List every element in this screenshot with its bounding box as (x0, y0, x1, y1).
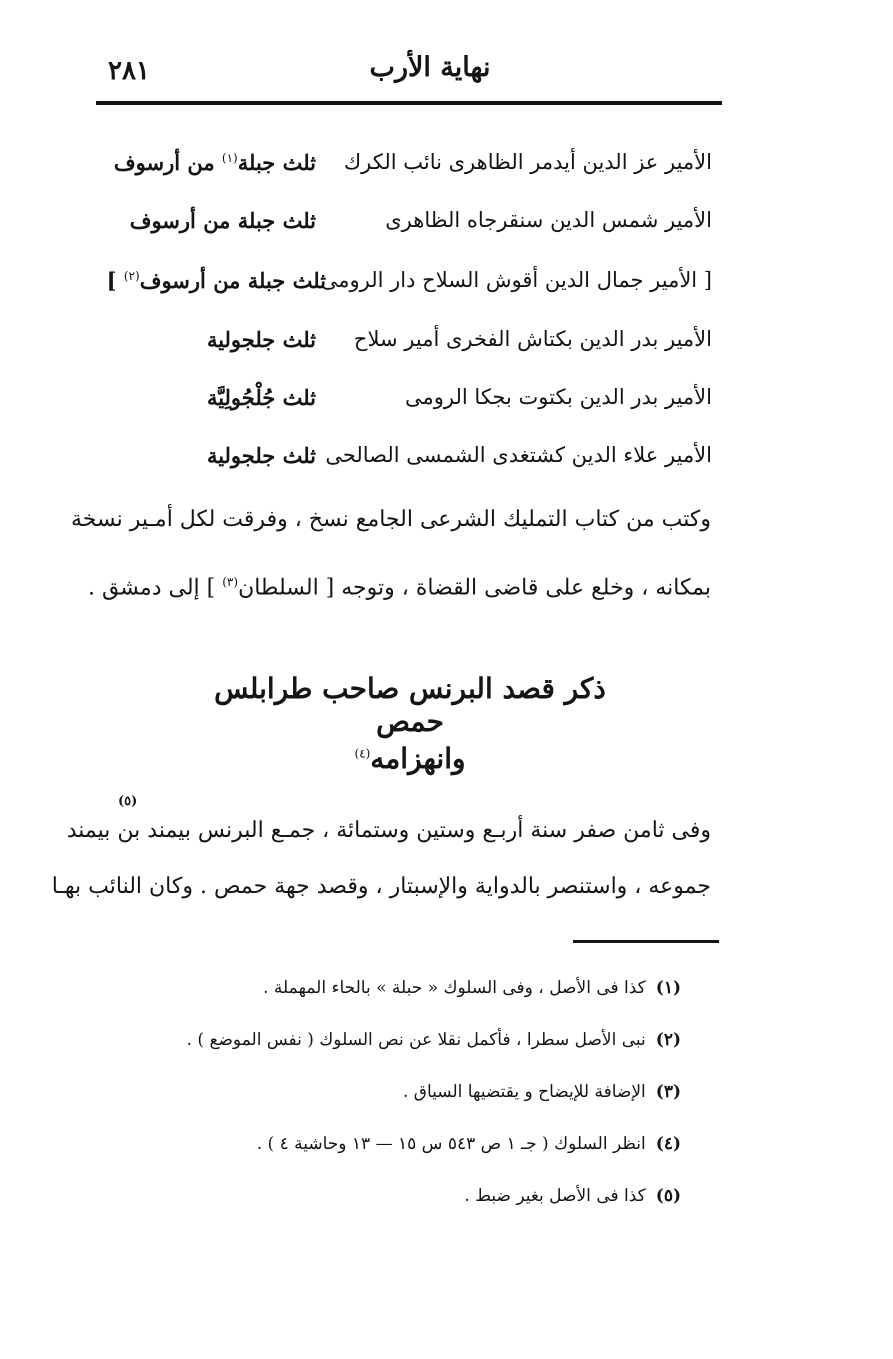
paragraph-line: وكتب من كتاب التمليك الشرعى الجامع نسخ ، وفرقت لكل أمـير نسخة (70, 507, 711, 532)
note-marker: (٥) (118, 794, 138, 809)
amir-share: ثلث جلجولية (206, 443, 316, 468)
amir-share: ثلث جُلْجُولِيَّة (206, 385, 316, 410)
footnote-text: الإضافة للإيضاح و يقتضيها السياق . (402, 1082, 646, 1102)
footnote-number: (٤) (655, 1134, 681, 1154)
footnote-number: (٣) (655, 1082, 681, 1102)
amir-share: ثلث جبلة$^{(١)}$ من أرسوف (113, 150, 316, 175)
footnote (187, 1030, 681, 1050)
running-header-title: نهاية الأرب (369, 52, 491, 83)
amir-name: الأمير علاء الدين كشتغدى الشمسى الصالحى (325, 443, 712, 467)
footnote-number: (٥) (655, 1186, 681, 1206)
roster-row (100, 150, 712, 190)
amir-name: الأمير عز الدين أيدمر الظاهرى نائب الكرك (343, 150, 712, 174)
footnote-text: انظر السلوك ( جـ ١ ص ٥٤٣ س ١٥ — ١٣ وحاشية ٤ ) . (256, 1134, 646, 1154)
footnote-number: (١) (655, 978, 681, 998)
amir-name: الأمير شمس الدين سنقرجاه الظاهرى (385, 208, 712, 232)
roster-row (100, 385, 712, 425)
footnote-text: كذا فى الأصل ، وفى السلوك « حبلة » بالحاء المهملة . (263, 978, 646, 998)
footnote-rule (573, 940, 719, 943)
page-number: ٢٨١ (108, 56, 150, 86)
footnote (464, 1186, 681, 1206)
amir-share: ثلث جبلة من أرسوف (129, 208, 316, 233)
footnote-text: نبى الأصل سطرا ، فأكمل نقلا عن نص السلوك ( نفس الموضع ) . (186, 1030, 646, 1050)
roster-row (100, 327, 712, 367)
footnote-number: (٢) (655, 1030, 681, 1050)
footnote (263, 978, 681, 998)
footnote (403, 1082, 681, 1102)
section-heading-continued: وانهزامه$^{(٤)}$ (354, 742, 466, 775)
roster-row (100, 443, 712, 483)
note-marker: (٤) (354, 746, 371, 761)
amir-name: الأمير بدر الدين بكتوت بجكا الرومى (405, 385, 712, 409)
amir-share: ثلث جبلة من أرسوف$^{(٢)}$ ] (106, 268, 326, 293)
header-rule (96, 101, 722, 105)
note-marker: (٢) (123, 269, 140, 283)
amir-name: الأمير بدر الدين بكتاش الفخرى أمير سلاح (353, 327, 712, 351)
paragraph-line: بمكانه ، وخلع على قاضى القضاة ، وتوجه [ السلطان$^{(٣)}$ ] إلى دمشق . (87, 575, 711, 601)
paragraph-line: وفى ثامن صفر سنة أربـع وستين وستمائة ، جمـع البرنس بيمند بن بيمند (66, 818, 711, 843)
footnote-text: كذا فى الأصل بغير ضبط . (464, 1186, 646, 1206)
amir-share: ثلث جلجولية (206, 327, 316, 352)
note-marker: (٣) (222, 575, 239, 589)
footnote (257, 1134, 681, 1154)
section-heading: ذكر قصد البرنس صاحب طرابلس حمص (214, 672, 606, 738)
note-marker: (١) (221, 151, 238, 165)
roster-row (100, 268, 712, 308)
paragraph-line: جموعه ، واستنصر بالدواية والإسبتار ، وقصد جهة حمص . وكان النائب بهـا (51, 874, 711, 899)
roster-row (100, 208, 712, 248)
amir-name: [ الأمير جمال الدين أقوش السلاح دار الرومى (320, 268, 712, 292)
